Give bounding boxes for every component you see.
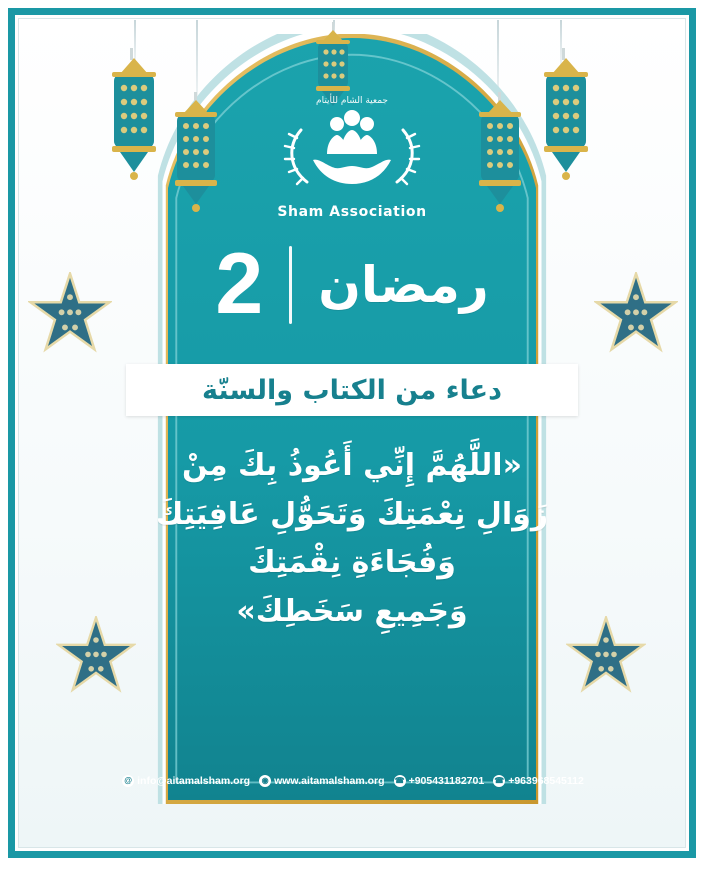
star-ornament-icon <box>594 272 678 356</box>
whatsapp-icon: ☎ <box>394 776 405 785</box>
ramadan-day-row <box>108 236 596 333</box>
contact-email-text: info@aitamalsham.org <box>137 775 251 787</box>
dua-line: زَوَالِ نِعْمَتِكَ وَتَحَوُّلِ عَافِيَتِكَ <box>155 496 549 532</box>
star-ornament-icon <box>28 272 112 356</box>
hands-holding-family-icon <box>277 102 427 198</box>
dua-banner <box>126 364 578 416</box>
day-number: 2 <box>215 236 264 333</box>
dua-banner-title: دعاء من الكتاب والسنّة <box>202 374 502 406</box>
contact-phone[interactable] <box>493 775 584 787</box>
logo-arabic-ring-text: جمعية الشام للأيتام <box>316 96 388 106</box>
email-icon: @ <box>122 775 134 787</box>
phone-icon: ☎ <box>494 776 505 785</box>
poster-content <box>108 96 596 636</box>
logo-name: Sham Association <box>277 204 427 220</box>
dua-line: «اللَّهُمَّ إِنِّي أَعُوذُ بِكَ مِنْ <box>182 448 522 483</box>
contact-email[interactable] <box>122 775 250 787</box>
contact-whatsapp-text: +905431182701 <box>408 775 485 787</box>
contact-bar <box>122 775 584 787</box>
ramadan-word: رمضان <box>318 256 489 314</box>
dua-line: وَجَمِيعِ سَخَطِكَ» <box>236 593 468 629</box>
association-logo <box>247 96 457 220</box>
contact-phone-text: +963968545112 <box>508 775 584 787</box>
globe-icon: ◉ <box>259 775 271 787</box>
contact-whatsapp[interactable] <box>394 775 485 787</box>
contact-website-text: www.aitamalsham.org <box>274 775 385 787</box>
contact-website[interactable] <box>259 775 384 787</box>
dua-text <box>108 442 596 636</box>
dua-line: وَفُجَاءَةِ نِقْمَتِكَ <box>248 545 456 581</box>
day-separator <box>289 246 292 324</box>
